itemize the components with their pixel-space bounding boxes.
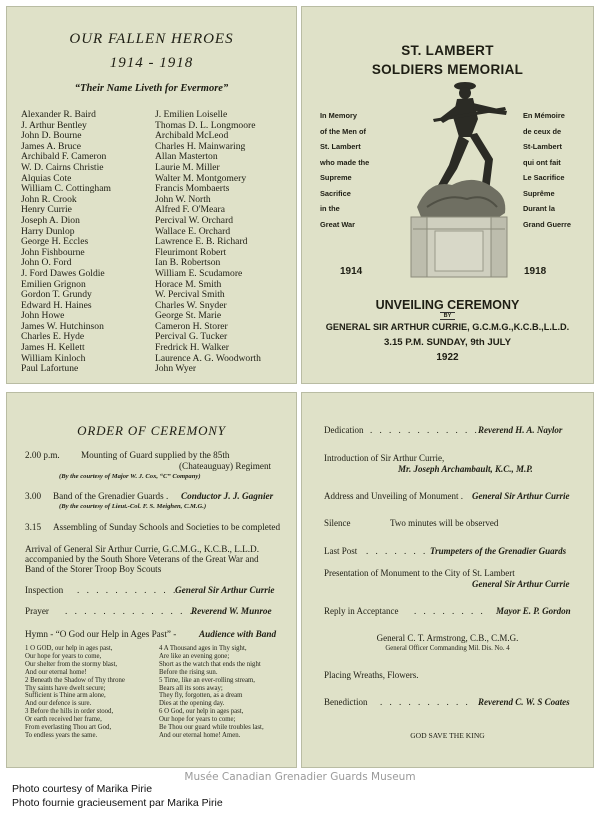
fallen-hero-name: Henry Currie: [21, 204, 72, 216]
by-divider: [302, 313, 593, 319]
hymn-verse-line: Before the rising sun.: [159, 668, 218, 676]
item2-conductor: Conductor J. J. Gagnier: [181, 491, 274, 501]
reply-leader: . . . . . . . .: [414, 606, 486, 616]
fallen-hero-name: George H. Eccles: [21, 236, 89, 248]
prayer-leader: . . . . . . . . . . . . . .: [65, 606, 195, 616]
last-post-leader: . . . . . . .: [366, 546, 428, 556]
fallen-hero-name: Cameron H. Storer: [155, 320, 228, 332]
arrival-line2: accompanied by the South Shore Veterans of the Great War and: [25, 554, 259, 564]
fallen-hero-name: Fleurimont Robert: [155, 246, 227, 258]
address-label: Address and Unveiling of Monument .: [324, 491, 463, 501]
armstrong-line1: General C. T. Armstrong, C.B., C.M.G.: [376, 633, 519, 643]
fallen-hero-name: William Kinloch: [21, 352, 86, 364]
hymn-verse-line: 4 A Thousand ages in Thy sight,: [159, 645, 247, 652]
fallen-hero-name: George St. Marie: [155, 310, 222, 322]
hymn-verse-line: To endless years the same.: [25, 731, 98, 739]
hymn-verse-line: And our eternal home! Amen.: [159, 731, 241, 739]
silence-label: Silence: [324, 518, 351, 528]
dedication-line-english: Great War: [320, 219, 356, 229]
museum-watermark: Musée Canadian Grenadier Guards Museum: [184, 771, 416, 783]
fallen-hero-name: Fredrick H. Walker: [155, 342, 229, 354]
soldier-statue-illustration: [377, 67, 527, 282]
fallen-hero-name: W. Percival Smith: [155, 289, 225, 301]
dedication-line-english: In Memory: [320, 111, 357, 120]
inspection-label: Inspection: [25, 585, 64, 595]
presentation-line1: Presentation of Monument to the City of St. Lambert: [324, 568, 515, 578]
hymn-verse-line: Our hope for years to come;: [159, 716, 236, 724]
fallen-heroes-title: OUR FALLEN HEROES: [69, 31, 234, 47]
fallen-hero-name: Charles H. Mainwaring: [155, 140, 246, 152]
hymn-verses-right: [159, 645, 264, 740]
fallen-hero-name: Archibald McLeod: [155, 130, 229, 142]
fallen-hero-name: William C. Cottingham: [21, 183, 111, 195]
memorial-english-dedication: [320, 108, 369, 232]
item1-text2: (Chateauguay) Regiment: [179, 461, 272, 471]
fallen-hero-name: James A. Bruce: [21, 140, 81, 152]
dedication-line-french: Grand Guerre: [522, 219, 571, 229]
silence-text: Two minutes will be observed: [390, 518, 499, 528]
last-post-by: Trumpeters of the Grenadier Guards: [430, 546, 567, 556]
dedication-line-french: St-Lambert: [522, 142, 562, 151]
dedication-line-french: Le Sacrifice: [522, 173, 565, 182]
fallen-hero-name: Joseph A. Dion: [21, 214, 80, 226]
dedication-line-french: qui ont fait: [522, 157, 561, 167]
fallen-hero-name: John W. North: [155, 193, 211, 205]
hymn-verse-line: Our shelter from the stormy blast,: [25, 660, 118, 668]
memorial-year-start: 1914: [340, 266, 363, 277]
fallen-hero-name: Alfred F. O'Meara: [155, 204, 225, 216]
inspection-leader: . . . . . . . . . . . .: [77, 585, 188, 595]
dedication-line-english: Supreme: [320, 173, 352, 182]
inspection-by: General Sir Arthur Currie: [175, 585, 275, 595]
fallen-hero-name: John Fishbourne: [21, 246, 85, 258]
hymn-verse-line: They fly, forgotten, as a dream: [159, 692, 243, 700]
fallen-heroes-page: [6, 6, 297, 384]
item2-text: Band of the Grenadier Guards .: [53, 491, 169, 501]
dedication-line-english: who made the: [320, 157, 370, 167]
hymn-verse-line: Thy saints have dwelt secure;: [25, 684, 106, 692]
dedication-line-english: of the Men of: [320, 126, 366, 136]
hymn-verse-line: From everlasting Thou art God,: [25, 724, 112, 732]
fallen-hero-name: Harry Dunlop: [21, 225, 75, 237]
fallen-hero-name: Alquias Cote: [21, 172, 72, 184]
dedication-leader: . . . . . . . . . . . .: [370, 425, 480, 435]
dedication-line-french: de ceux de: [522, 126, 562, 136]
fallen-hero-name: Gordon T. Grundy: [21, 289, 92, 301]
dedication-by: Reverend H. A. Naylor: [478, 425, 563, 435]
dedication-label: Dedication: [324, 425, 364, 435]
fallen-hero-name: Thomas D. L. Longmoore: [155, 119, 256, 131]
fallen-hero-name: Emilien Grignon: [21, 278, 86, 290]
arrival-line3: Band of the Storer Troop Boy Scouts: [25, 564, 162, 574]
fallen-hero-name: William E. Scudamore: [155, 267, 243, 279]
last-post-label: Last Post: [324, 546, 358, 556]
fallen-hero-name: John Wyer: [155, 363, 197, 375]
hymn-verse-line: 1 O GOD, our help in ages past,: [25, 645, 113, 652]
fallen-hero-name: John Howe: [21, 310, 65, 322]
memorial-cover-page: [301, 6, 594, 384]
fallen-hero-name: Edward H. Haines: [21, 299, 92, 311]
fallen-hero-name: J. Emilien Loiselle: [155, 109, 228, 120]
hymn-verses-left: [25, 645, 125, 740]
armstrong-line2: General Officer Commanding Mil. Dis. No. 4: [385, 645, 510, 652]
hymn-verse-line: Or earth received her frame,: [25, 716, 102, 724]
dedication-line-french: Suprême: [522, 188, 555, 198]
fallen-hero-name: John D. Bourne: [21, 130, 82, 142]
benediction-by: Reverend C. W. S Coates: [478, 697, 570, 707]
memorial-title-line2: SOLDIERS MEMORIAL: [371, 62, 524, 77]
presentation-line2: General Sir Arthur Currie: [472, 579, 570, 589]
arrival-line1: Arrival of General Sir Arthur Currie, G.C.M.G., K.C.B., L.L.D.: [25, 544, 259, 554]
fallen-heroes-years: 1914 - 1918: [109, 55, 194, 71]
introduction-line2: Mr. Joseph Archambault, K.C., M.P.: [398, 464, 533, 474]
wreaths-line: Placing Wreaths, Flowers.: [324, 670, 419, 680]
item1-note: (By the courtesy of Major W. J. Cox, “C” Company): [59, 473, 201, 480]
hymn-verse-line: Our hope for years to come,: [25, 652, 102, 660]
hymn-verse-line: Are like an evening gone;: [159, 652, 230, 660]
fallen-hero-name: Percival W. Orchard: [155, 214, 234, 226]
hymn-label: Hymn - “O God our Help in Ages Past” -: [25, 629, 177, 639]
unveiling-ceremony-heading: UNVEILING CEREMONY: [375, 298, 520, 312]
item3-time: 3.15: [25, 522, 42, 532]
fallen-hero-name: J. Ford Dawes Goldie: [21, 267, 105, 279]
fallen-hero-name: Charles E. Hyde: [21, 331, 85, 343]
benediction-label: Benediction: [324, 697, 368, 707]
address-by: General Sir Arthur Currie: [472, 491, 570, 501]
memorial-title-line1: ST. LAMBERT: [401, 43, 494, 58]
benediction-leader: . . . . . . . . . .: [380, 697, 471, 707]
hymn-verse-line: Bears all its sons away;: [159, 684, 223, 692]
fallen-hero-name: Walter M. Montgomery: [155, 172, 247, 184]
hymn-verse-line: Sufficient is Thine arm alone,: [25, 692, 106, 700]
fallen-hero-name: W. D. Cairns Christie: [21, 161, 104, 173]
prayer-label: Prayer: [25, 606, 49, 616]
fallen-hero-name: Charles W. Snyder: [155, 299, 227, 311]
item1-text: Mounting of Guard supplied by the 85th: [81, 450, 230, 460]
fallen-hero-name: Percival G. Tucker: [155, 331, 228, 343]
hymn-verse-line: 2 Beneath the Shadow of Thy throne: [25, 676, 125, 684]
hymn-verse-line: 6 O God, our help in ages past,: [159, 708, 244, 716]
introduction-line1: Introduction of Sir Arthur Currie,: [324, 453, 445, 463]
names-column-left: [21, 110, 111, 375]
names-column-right: [155, 110, 261, 375]
item3-text: Assembling of Sunday Schools and Societies to be completed: [53, 522, 281, 532]
fallen-hero-name: John O. Ford: [21, 257, 72, 269]
dedication-line-english: St. Lambert: [320, 142, 361, 151]
order-of-ceremony-page: [6, 392, 297, 768]
fallen-hero-name: Ian B. Robertson: [155, 257, 221, 269]
hymn-verse-line: 5 Time, like an ever-rolling stream,: [159, 676, 255, 684]
item2-note: (By the courtesy of Lieut.-Col. F. S. Meighen, C.M.G.): [59, 503, 207, 510]
hymn-by: Audience with Band: [199, 629, 277, 639]
fallen-hero-name: Laurie M. Miller: [155, 161, 220, 173]
fallen-heroes-motto: “Their Name Liveth for Evermore”: [74, 83, 229, 94]
fallen-hero-name: Wallace E. Orchard: [155, 225, 231, 237]
item1-time: 2.00 p.m.: [25, 450, 60, 460]
dedication-line-english: Sacrifice: [320, 188, 351, 198]
fallen-hero-name: John R. Crook: [21, 193, 77, 205]
hymn-verse-line: Be Thou our guard while troubles last,: [159, 724, 264, 732]
hymn-verse-line: 3 Before the hills in order stood,: [25, 708, 114, 716]
dedication-line-french: En Mémoire: [522, 111, 565, 120]
order-of-ceremony-title: ORDER OF CEREMONY: [77, 423, 226, 438]
reply-by: Mayor E. P. Gordon: [496, 606, 571, 616]
fallen-hero-name: Paul Lafortune: [21, 363, 79, 375]
fallen-hero-name: Horace M. Smith: [155, 278, 222, 290]
general-name: GENERAL SIR ARTHUR CURRIE, G.C.M.G.,K.C.B.,L.L.D.: [325, 322, 570, 332]
fallen-hero-name: Lawrence E. B. Richard: [155, 236, 248, 248]
memorial-year-end: 1918: [524, 266, 547, 277]
dedication-line-french: Durant la: [522, 204, 555, 213]
by-label: BY: [440, 312, 456, 320]
hymn-verse-line: And our defence is sure.: [25, 700, 92, 708]
hymn-verse-line: Dies at the opening day.: [159, 700, 225, 708]
fallen-hero-name: J. Arthur Bentley: [21, 119, 87, 131]
fallen-hero-name: Laurence A. G. Woodworth: [155, 352, 261, 364]
reply-label: Reply in Acceptance: [324, 606, 399, 616]
memorial-french-dedication: [523, 108, 571, 232]
item2-time: 3.00: [25, 491, 42, 501]
fallen-hero-name: Archibald F. Cameron: [21, 151, 107, 163]
hymn-verse-line: And our eternal home!: [25, 668, 87, 676]
hymn-verse-line: Short as the watch that ends the night: [159, 660, 261, 668]
fallen-hero-name: Allan Masterton: [155, 151, 218, 163]
ceremony-time: 3.15 P.M. SUNDAY, 9th JULY: [383, 337, 512, 348]
god-save-the-king: GOD SAVE THE KING: [410, 731, 485, 740]
fallen-hero-name: James W. Hutchinson: [21, 320, 104, 332]
photo-credit-english: Photo courtesy of Marika Pirie: [12, 783, 153, 795]
prayer-by: Reverend W. Munroe: [191, 606, 272, 616]
fallen-hero-name: Francis Mombaerts: [155, 183, 230, 195]
photo-credit-french: Photo fournie gracieusement par Marika Pirie: [12, 797, 223, 809]
ceremony-continued-page: [301, 392, 594, 768]
dedication-line-english: in the: [320, 204, 340, 213]
fallen-hero-name: James H. Kellett: [21, 342, 85, 354]
ceremony-year: 1922: [436, 352, 459, 363]
fallen-hero-name: Alexander R. Baird: [21, 109, 96, 120]
